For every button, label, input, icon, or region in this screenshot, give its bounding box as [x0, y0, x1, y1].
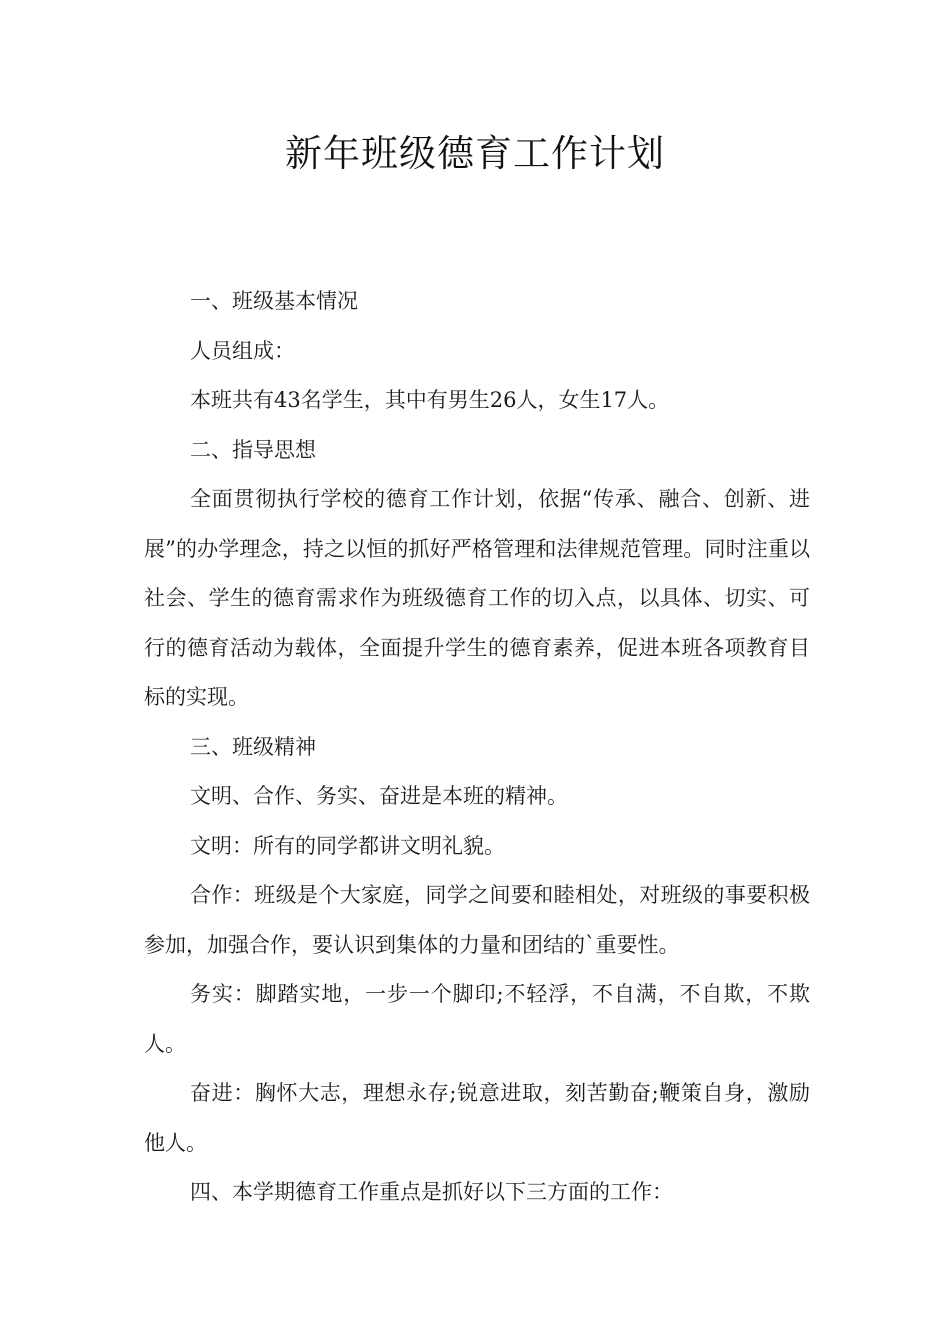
- paragraph-striving: 奋进：胸怀大志，理想永存;锐意进取，刻苦勤奋;鞭策自身，激励他人。: [144, 1081, 810, 1155]
- heading-semester-focus: 四、本学期德育工作重点是抓好以下三方面的工作：: [190, 1180, 673, 1204]
- paragraph-student-count: 本班共有43名学生，其中有男生26人，女生17人。: [190, 388, 670, 412]
- document-title: 新年班级德育工作计划: [285, 132, 665, 175]
- paragraph-pragmatism: 务实：脚踏实地，一步一个脚印;不轻浮，不自满，不自欺，不欺人。: [144, 982, 810, 1056]
- label-member-composition: 人员组成：: [190, 338, 295, 363]
- heading-class-overview: 一、班级基本情况: [190, 289, 358, 313]
- heading-guiding-ideology: 二、指导思想: [190, 437, 316, 462]
- paragraph-guiding-ideology: 全面贯彻执行学校的德育工作计划，依据“传承、融合、创新、进展”的办学理念，持之以恒的抓好严格管理和法律规范管理。同时注重以社会、学生的德育需求作为班级德育工作的切入点，以具体、切实、可行的德育活动为载体，全面提升学生的德育素养，促进本班各项教育目标的实现。: [144, 487, 810, 709]
- paragraph-civility: 文明：所有的同学都讲文明礼貌。: [190, 833, 505, 858]
- document-body: [144, 277, 810, 1218]
- paragraph-cooperation: 合作：班级是个大家庭，同学之间要和睦相处，对班级的事要积极参加，加强合作，要认识到集体的力量和团结的`重要性。: [144, 883, 810, 957]
- heading-class-spirit: 三、班级精神: [190, 734, 316, 759]
- paragraph-class-spirit: 文明、合作、务实、奋进是本班的精神。: [190, 784, 568, 808]
